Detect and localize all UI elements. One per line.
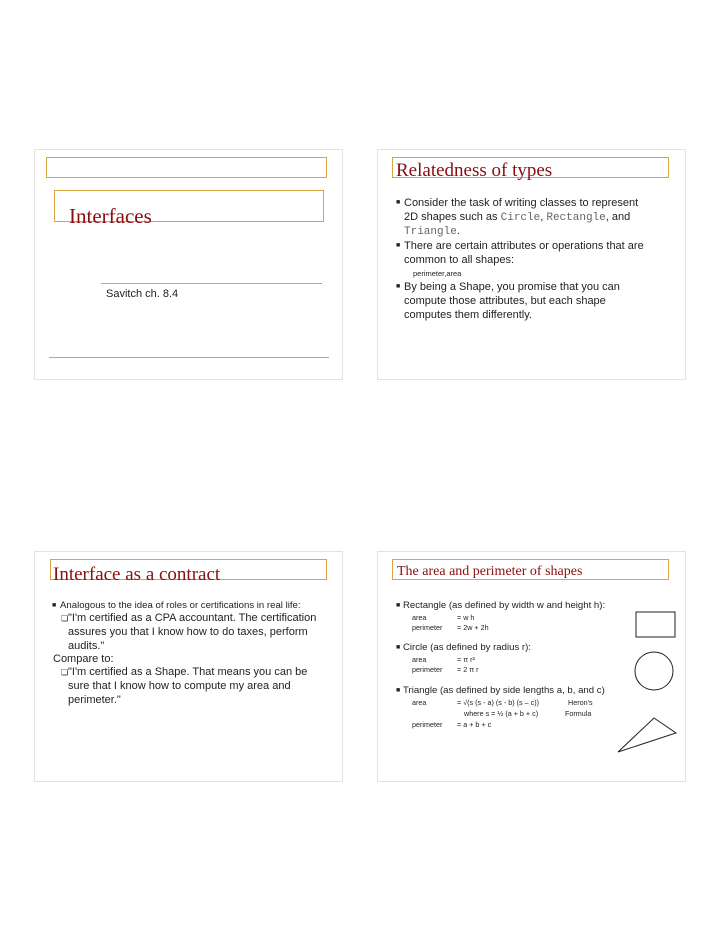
separator: , [540, 211, 547, 223]
quote-1-line-3: audits." [68, 640, 105, 652]
slide-2 [377, 149, 686, 380]
slide-title: Interface as a contract [53, 564, 221, 585]
footer-rule [49, 357, 329, 358]
bullet-3-line-2: compute those attributes, but each shape [404, 295, 606, 307]
bullet-2-line-2: common to all shapes: [404, 254, 515, 266]
triangle-shape [618, 718, 676, 752]
rectangle-label: Rectangle (as defined by width w and height h): [403, 600, 606, 611]
tri-perimeter-key: perimeter [412, 720, 443, 729]
triangle-label: Triangle (as defined by side lengths a, b, and c) [403, 685, 605, 696]
bullet-square-icon: ■ [52, 602, 57, 609]
circle-label: Circle (as defined by radius r): [403, 642, 531, 653]
circle-area-key: area [412, 655, 427, 664]
bullet-square-icon: ■ [396, 602, 401, 609]
quote-2-line-2: sure that I know how to compute my area and [68, 680, 291, 692]
bullet-1-line-1: Consider the task of writing classes to represent [404, 197, 639, 209]
circle-shape [635, 652, 673, 690]
rect-perimeter-key: perimeter [412, 623, 443, 632]
bullet-2-line-1: There are certain attributes or operations that are [404, 240, 644, 252]
bullet-square-icon: ■ [396, 283, 401, 290]
bullet-square-icon: ■ [396, 687, 401, 694]
heron-label-1: Heron's [568, 698, 593, 707]
code-rectangle: Rectangle [546, 212, 606, 224]
rectangle-shape [636, 612, 675, 637]
tri-area-key: area [412, 698, 427, 707]
bullet-1-text: 2D shapes such as [404, 211, 501, 223]
slide-3 [34, 551, 343, 782]
bullet-arrow-icon: ❏ [61, 668, 69, 677]
bullet-3-line-3: computes them differently. [404, 309, 532, 321]
bullet-1 [404, 197, 638, 209]
subtitle-rule [101, 283, 322, 284]
bullet-square-icon: ■ [396, 644, 401, 651]
slide-subtitle: Savitch ch. 8.4 [106, 288, 179, 300]
slide-title: Relatedness of types [396, 160, 553, 181]
rect-area-key: area [412, 613, 427, 622]
bullet-square-icon: ■ [396, 242, 401, 249]
bullet-arrow-icon: ❏ [61, 614, 69, 623]
quote-2-line-1: "I'm certified as a Shape. That means you can be [68, 666, 308, 678]
rect-area-value: = w h [457, 613, 475, 622]
bullet-1: Analogous to the idea of roles or certifications in real life: [60, 600, 301, 611]
bullet-1-line-2 [404, 211, 630, 224]
quote-1-line-2: assures you that I know how to do taxes, perform [68, 626, 308, 638]
quote-1-line-1: "I'm certified as a CPA accountant. The certification [68, 612, 317, 624]
tri-where: where s = ½ (a + b + c) [464, 709, 539, 718]
circle-perimeter-key: perimeter [412, 665, 443, 674]
bullet-3-line-1: By being a Shape, you promise that you can [404, 281, 620, 293]
compare-label: Compare to: [53, 653, 114, 665]
header-box [46, 157, 327, 178]
code-triangle: Triangle [404, 226, 457, 238]
heron-label-2: Formula [565, 709, 592, 718]
quote-2-line-3: perimeter." [68, 694, 121, 706]
circle-perimeter-value: = 2 π r [457, 665, 479, 674]
slide-title: Interfaces [69, 204, 152, 228]
slide-4 [377, 551, 686, 782]
bullet-square-icon: ■ [396, 199, 401, 206]
bullet-2-sub: perimeter,area [413, 269, 462, 278]
tri-perimeter-value: = a + b + c [457, 720, 492, 729]
separator: , and [605, 211, 631, 223]
code-circle: Circle [500, 212, 541, 224]
slide-title: The area and perimeter of shapes [397, 564, 583, 579]
bullet-1-line-3 [404, 225, 460, 238]
period: . [456, 225, 460, 237]
tri-area-value: = √(s (s - a) (s - b) (s – c)) [457, 698, 540, 707]
slide-1 [34, 149, 343, 380]
rect-perimeter-value: = 2w + 2h [457, 623, 489, 632]
circle-area-value: = π r² [457, 655, 475, 664]
